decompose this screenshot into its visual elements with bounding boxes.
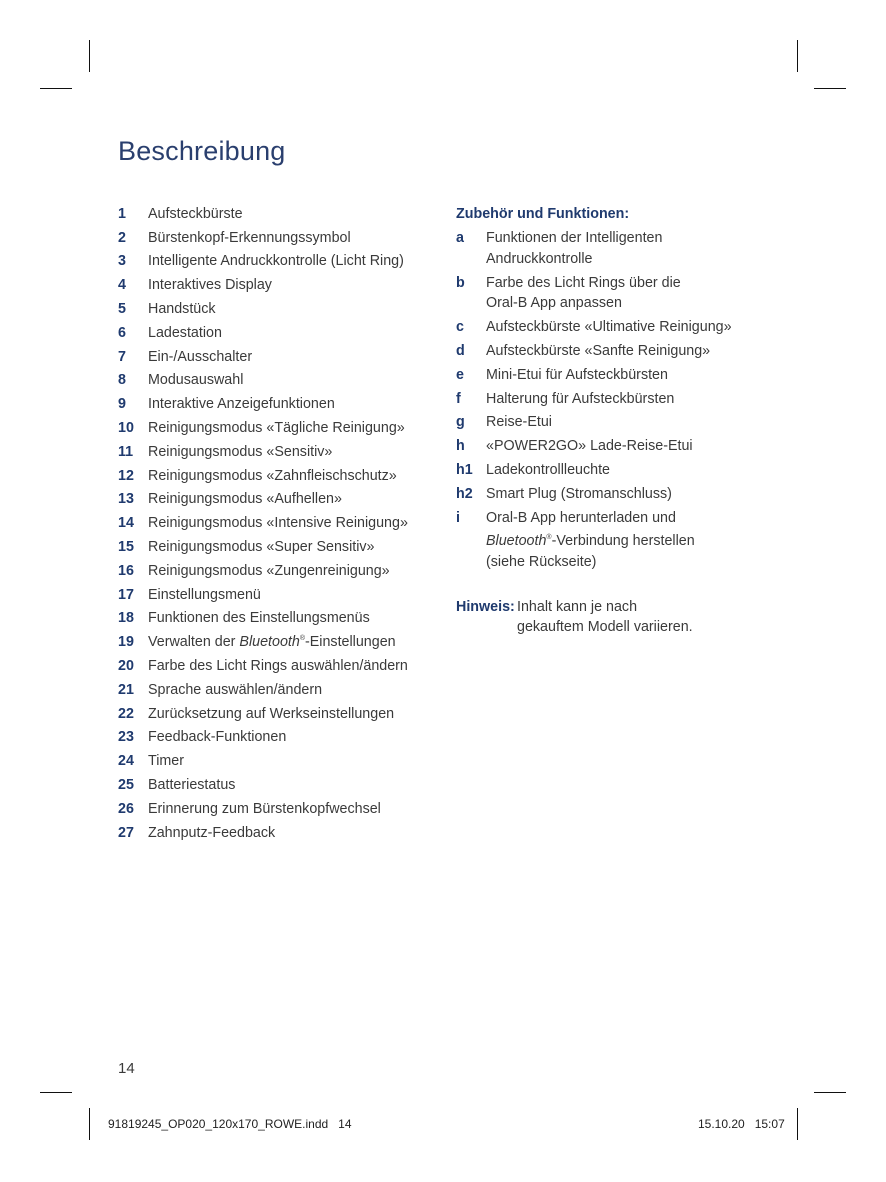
item-line: Oral-B App anpassen — [486, 295, 622, 312]
crop-mark — [797, 40, 798, 72]
item-label — [486, 228, 776, 270]
list-item — [456, 226, 776, 271]
item-key: a — [456, 230, 464, 246]
list-item — [456, 506, 776, 574]
crop-mark — [814, 88, 846, 89]
list-item — [456, 387, 776, 411]
item-number: 17 — [118, 586, 134, 603]
item-number: 16 — [118, 562, 134, 579]
list-item — [118, 416, 438, 440]
item-line: Farbe des Licht Rings über die — [486, 274, 681, 291]
item-number: 18 — [118, 610, 134, 627]
item-line: Mini-Etui für Aufsteckbürsten — [486, 366, 668, 383]
item-label: Funktionen des Einstellungsmenüs — [148, 610, 370, 627]
crop-mark — [89, 40, 90, 72]
item-label: Ladestation — [148, 324, 222, 341]
item-number: 8 — [118, 372, 126, 389]
item-label: Feedback-Funktionen — [148, 729, 287, 746]
item-label: Ein-/Ausschalter — [148, 348, 253, 365]
item-label — [486, 484, 776, 505]
item-label: Reinigungsmodus «Sensitiv» — [148, 443, 333, 460]
item-line: Oral-B App herunterladen und — [486, 509, 676, 526]
file-slug: 91819245_OP020_120x170_ROWE.indd 14 — [108, 1117, 352, 1131]
item-number: 26 — [118, 800, 134, 817]
item-number: 21 — [118, 681, 134, 698]
note-label: Hinweis: — [456, 599, 515, 615]
item-label — [486, 460, 776, 481]
list-item — [118, 797, 438, 821]
list-item — [118, 583, 438, 607]
item-line: Aufsteckbürste «Sanfte Reinigung» — [486, 342, 711, 359]
item-number: 11 — [118, 443, 134, 460]
item-label: Erinnerung zum Bürstenkopfwechsel — [148, 800, 381, 817]
item-line: «POWER2GO» Lade-Reise-Etui — [486, 438, 693, 455]
item-number: 27 — [118, 824, 134, 841]
crop-mark — [814, 1092, 846, 1093]
list-item — [118, 607, 438, 631]
item-line: Aufsteckbürste «Ultimative Reinigung» — [486, 319, 732, 336]
item-key: d — [456, 342, 465, 359]
item-key: h1 — [456, 461, 473, 478]
item-line: Funktionen der Intelligenten — [486, 230, 663, 246]
item-key: i — [456, 509, 460, 526]
list-item — [118, 345, 438, 369]
list-item — [456, 339, 776, 363]
item-line: Smart Plug (Stromanschluss) — [486, 485, 672, 502]
item-label: Bürstenkopf-Erkennungssymbol — [148, 229, 351, 246]
item-number: 10 — [118, 420, 134, 437]
item-label — [486, 436, 776, 457]
crop-mark — [40, 88, 72, 89]
item-label: Reinigungsmodus «Zahnfleischschutz» — [148, 467, 397, 484]
item-label: Zahnputz-Feedback — [148, 824, 276, 841]
item-number: 15 — [118, 539, 134, 556]
item-label: Zurücksetzung auf Werkseinstellungen — [148, 705, 395, 722]
item-label — [486, 317, 776, 338]
item-label: Timer — [148, 753, 185, 770]
item-line: (siehe Rückseite) — [486, 553, 597, 570]
bluetooth-text: Bluetooth — [239, 634, 300, 651]
crop-mark — [89, 1108, 90, 1140]
item-number: 24 — [118, 753, 134, 770]
item-label: Aufsteckbürste — [148, 205, 243, 222]
list-item — [118, 440, 438, 464]
list-item — [456, 482, 776, 506]
item-number: 7 — [118, 348, 126, 365]
list-item — [456, 271, 776, 316]
note — [456, 598, 693, 637]
parts-list — [118, 202, 438, 845]
item-label — [486, 389, 776, 410]
list-item — [118, 226, 438, 250]
list-item — [118, 678, 438, 702]
item-number: 25 — [118, 777, 134, 794]
item-line: Halterung für Aufsteckbürsten — [486, 390, 675, 407]
list-item — [118, 250, 438, 274]
item-label: Modusauswahl — [148, 372, 244, 389]
item-label: Handstück — [148, 301, 216, 318]
item-label — [486, 273, 776, 315]
item-label — [486, 412, 776, 433]
crop-mark — [40, 1092, 72, 1093]
item-label — [486, 365, 776, 386]
accessories-list — [456, 226, 776, 506]
item-number: 23 — [118, 729, 134, 746]
item-number: 9 — [118, 396, 126, 413]
item-line: Ladekontrollleuchte — [486, 461, 610, 478]
list-item — [456, 363, 776, 387]
item-label: Interaktives Display — [148, 277, 272, 294]
item-number: 19 — [118, 634, 134, 651]
item-number: 12 — [118, 467, 134, 484]
item-line: Andruckkontrolle — [486, 250, 593, 267]
item-key: e — [456, 366, 464, 383]
item-text: -Einstellungen — [305, 634, 396, 651]
accessories-section — [456, 202, 776, 574]
list-item — [118, 773, 438, 797]
item-key: g — [456, 414, 465, 431]
list-item — [118, 535, 438, 559]
item-label — [486, 341, 776, 362]
list-item — [118, 273, 438, 297]
item-label: Reinigungsmodus «Super Sensitiv» — [148, 539, 375, 556]
note-line: Inhalt kann je nach — [517, 599, 638, 615]
item-number: 13 — [118, 491, 134, 508]
item-label: Batteriestatus — [148, 777, 236, 794]
list-item — [118, 392, 438, 416]
item-key: b — [456, 274, 465, 291]
item-key: h — [456, 438, 465, 455]
list-item — [118, 202, 438, 226]
bluetooth-text: Bluetooth — [486, 533, 547, 550]
item-label: Sprache auswählen/ändern — [148, 681, 323, 698]
item-number: 1 — [118, 205, 126, 222]
item-text: Verwalten der — [148, 634, 240, 651]
item-label: Farbe des Licht Rings auswählen/ändern — [148, 658, 408, 675]
item-label: Reinigungsmodus «Aufhellen» — [148, 491, 342, 508]
item-number: 14 — [118, 515, 134, 532]
item-label — [148, 634, 438, 650]
list-item — [118, 654, 438, 678]
item-label — [486, 508, 776, 573]
page-title: Beschreibung — [118, 136, 286, 166]
item-number: 3 — [118, 253, 126, 270]
list-item — [456, 315, 776, 339]
list-item — [456, 410, 776, 434]
list-item — [118, 321, 438, 345]
note-line: gekauftem Modell variieren. — [517, 618, 693, 635]
item-number: 5 — [118, 301, 126, 318]
list-item — [118, 726, 438, 750]
note-text — [517, 598, 693, 637]
registered-mark: ® — [299, 635, 305, 643]
page-number: 14 — [118, 1060, 135, 1077]
item-label: Reinigungsmodus «Tägliche Reinigung» — [148, 420, 405, 437]
list-item — [118, 821, 438, 845]
list-item — [118, 559, 438, 583]
item-label: Einstellungsmenü — [148, 586, 261, 603]
date-slug: 15.10.20 15:07 — [698, 1117, 785, 1131]
item-label: Intelligente Andruckkontrolle (Licht Ring) — [148, 253, 404, 270]
list-item — [118, 464, 438, 488]
item-line: -Verbindung herstellen — [551, 533, 695, 550]
accessories-heading: Zubehör und Funktionen: — [456, 206, 630, 222]
item-number: 2 — [118, 229, 126, 246]
registered-mark: ® — [546, 534, 552, 542]
list-item — [118, 749, 438, 773]
item-key: f — [456, 390, 461, 407]
list-item — [118, 297, 438, 321]
item-number: 6 — [118, 324, 126, 341]
item-number: 22 — [118, 705, 134, 722]
list-item — [456, 434, 776, 458]
list-item — [118, 511, 438, 535]
item-label: Interaktive Anzeigefunktionen — [148, 396, 335, 413]
list-item — [118, 630, 438, 654]
item-key: h2 — [456, 485, 473, 502]
list-item — [118, 702, 438, 726]
list-item — [456, 458, 776, 482]
item-number: 20 — [118, 658, 134, 675]
item-label: Reinigungsmodus «Zungenreinigung» — [148, 562, 390, 579]
list-item — [118, 369, 438, 393]
item-label: Reinigungsmodus «Intensive Reinigung» — [148, 515, 408, 532]
item-line: Reise-Etui — [486, 414, 552, 431]
item-number: 4 — [118, 277, 126, 294]
list-item — [118, 488, 438, 512]
item-key: c — [456, 319, 464, 336]
